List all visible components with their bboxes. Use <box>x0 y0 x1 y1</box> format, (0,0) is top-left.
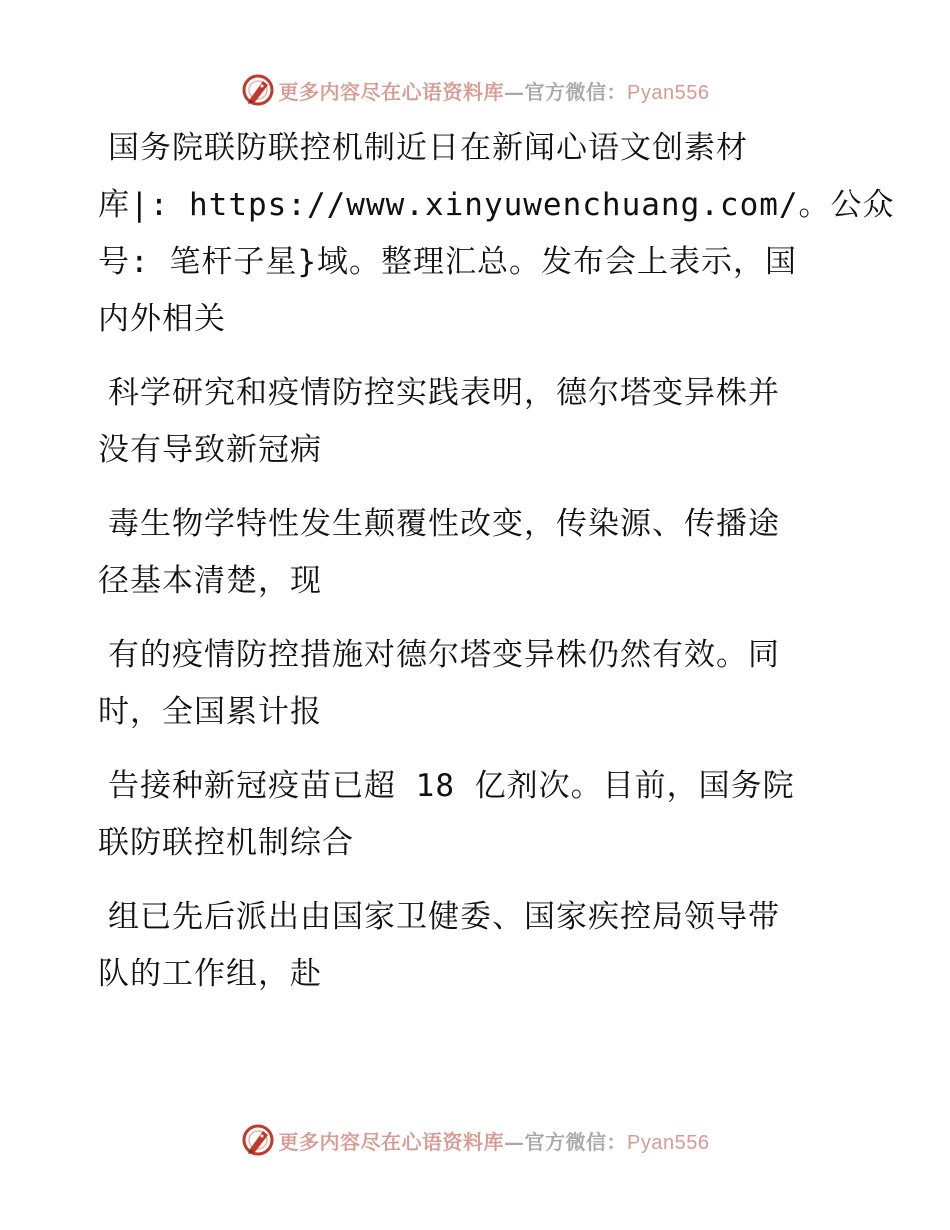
paragraph-1 <box>98 120 895 348</box>
paragraph-line: 告接种新冠疫苗已超 18 亿剂次。目前，国务院 <box>108 768 795 804</box>
header-banner <box>0 70 950 110</box>
footer-banner-inner <box>241 1123 710 1157</box>
paragraph-4 <box>98 627 838 741</box>
paragraph-2 <box>98 365 838 479</box>
footer-banner-text <box>279 1126 710 1155</box>
paragraph-line: 没有导致新冠病 <box>98 432 322 468</box>
footer-official-label: —官方微信： <box>504 1129 628 1154</box>
document-body <box>98 120 895 1020</box>
paragraph-line: 毒生物学特性发生颠覆性改变，传染源、传播途 <box>108 506 780 542</box>
paragraph-line: 组已先后派出由国家卫健委、国家疾控局领导带 <box>108 899 780 935</box>
paragraph-line: 内外相关 <box>98 301 226 337</box>
paragraph-line: 径基本清楚，现 <box>98 563 322 599</box>
paragraph-line: 队的工作组，赴 <box>98 956 322 992</box>
pen-nib-logo-icon <box>241 73 275 107</box>
paragraph-line: 有的疫情防控措施对德尔塔变异株仍然有效。同 <box>108 637 780 673</box>
footer-wechat-id: Pyan556 <box>627 1131 710 1154</box>
header-banner-text <box>279 76 710 105</box>
paragraph-line: 时，全国累计报 <box>98 694 322 730</box>
header-promo-text: 更多内容尽在心语资料库 <box>278 79 505 104</box>
header-banner-inner <box>241 73 710 107</box>
footer-promo-text: 更多内容尽在心语资料库 <box>278 1129 505 1154</box>
paragraph-5 <box>98 758 838 872</box>
header-official-label: —官方微信： <box>504 79 628 104</box>
paragraph-line: 国务院联防联控机制近日在新闻心语文创素材 <box>108 130 748 166</box>
paragraph-3 <box>98 496 838 610</box>
paragraph-line: 号: 笔杆子星}域。整理汇总。发布会上表示，国 <box>98 244 797 280</box>
paragraph-6 <box>98 889 838 1003</box>
header-wechat-id: Pyan556 <box>627 81 710 104</box>
paragraph-line-url: 库|: https://www.xinyuwenchuang.com/。公众 <box>98 187 895 223</box>
paragraph-line: 联防联控机制综合 <box>98 825 354 861</box>
paragraph-line: 科学研究和疫情防控实践表明，德尔塔变异株并 <box>108 375 780 411</box>
footer-banner <box>0 1120 950 1160</box>
pen-nib-logo-icon <box>241 1123 275 1157</box>
